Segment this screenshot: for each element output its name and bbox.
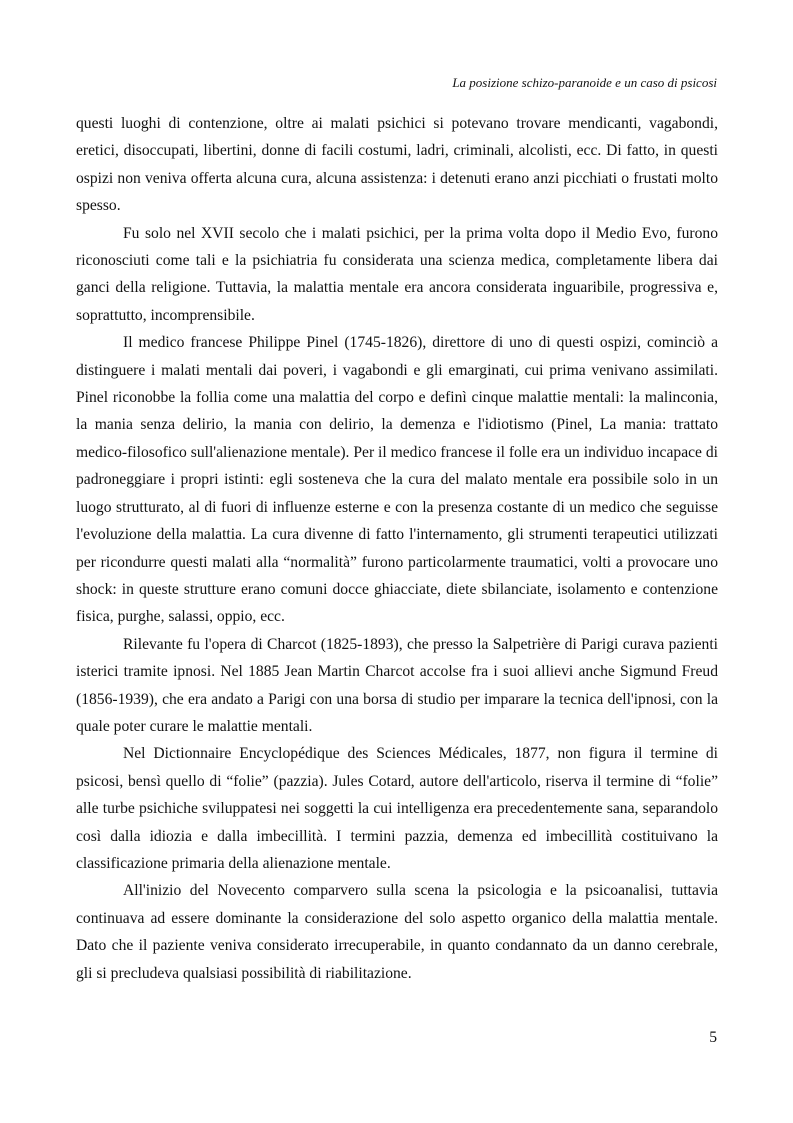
running-header: La posizione schizo-paranoide e un caso di psicosi [452, 75, 717, 90]
paragraph: Nel Dictionnaire Encyclopédique des Sciences Médicales, 1877, non figura il termine di psicosi, bensì quello di “folie” (pazzia). Jules Cotard, autore dell'articolo, riserva il termine di “folie” alle turbe psichiche sviluppatesi nei soggetti la cui intelligenza era precedentemente sana, separandolo così dalla idiozia e dalla imbecillità. I termini pazzia, demenza ed imbecillità costituivano la classificazione primaria della alienazione mentale. [76, 745, 718, 872]
paragraph: All'inizio del Novecento comparvero sulla scena la psicologia e la psicoanalisi, tuttavia continuava ad essere dominante la considerazione del solo aspetto organico della malattia mentale. Dato che il paziente veniva considerato irrecuperabile, in quanto condannato da un danno cerebrale, gli si precludeva qualsiasi possibilità di riabilitazione. [76, 882, 718, 982]
paragraph: Fu solo nel XVII secolo che i malati psichici, per la prima volta dopo il Medio Evo, furono riconosciuti come tali e la psichiatria fu considerata una scienza medica, completamente libera dai ganci della religione. Tuttavia, la malattia mentale era ancora considerata inguaribile, progressiva e, soprattutto, incomprensibile. [76, 224, 718, 324]
paragraph: Rilevante fu l'opera di Charcot (1825-1893), che presso la Salpetrière di Parigi curava pazienti isterici tramite ipnosi. Nel 1885 Jean Martin Charcot accolse fra i suoi allievi anche Sigmund Freud (1856-1939), che era andato a Parigi con una borsa di studio per imparare la tecnica dell'ipnosi, con la quale poter curare le malattie mentali. [76, 635, 718, 735]
body-text [76, 110, 718, 987]
paragraph-continuation: questi luoghi di contenzione, oltre ai malati psichici si potevano trovare mendicanti, vagabondi, eretici, disoccupati, libertini, donne di facili costumi, ladri, criminali, alcolisti, ecc. Di fatto, in questi ospizi non veniva offerta alcuna cura, alcuna assistenza: i detenuti erano anzi picchiati o frustati molto spesso. [76, 115, 718, 215]
paragraph: Il medico francese Philippe Pinel (1745-1826), direttore di uno di questi ospizi, cominciò a distinguere i malati mentali dai poveri, i vagabondi e gli emarginati, cui prima venivano assimilati. Pinel riconobbe la follia come una malattia del corpo e definì cinque malattie mentali: la malinconia, la mania senza delirio, la mania con delirio, la demenza e l'idiotismo (Pinel, La mania: trattato medico-filosofico sull'alienazione mentale). Per il medico francese il folle era un individuo incapace di padroneggiare i propri istinti: egli sosteneva che la cura del malato mentale era possibile solo in un luogo strutturato, al di fuori di influenze esterne e con la presenza costante di un medico che seguisse l'evoluzione della malattia. La cura divenne di fatto l'internamento, gli strumenti terapeutici utilizzati per ricondurre questi malati alla “normalità” furono particolarmente traumatici, volti a provocare uno shock: in queste strutture erano comuni docce ghiacciate, diete sbilanciate, isolamento e contenzione fisica, purghe, salassi, oppio, ecc. [76, 334, 718, 626]
page-number: 5 [709, 1029, 717, 1046]
